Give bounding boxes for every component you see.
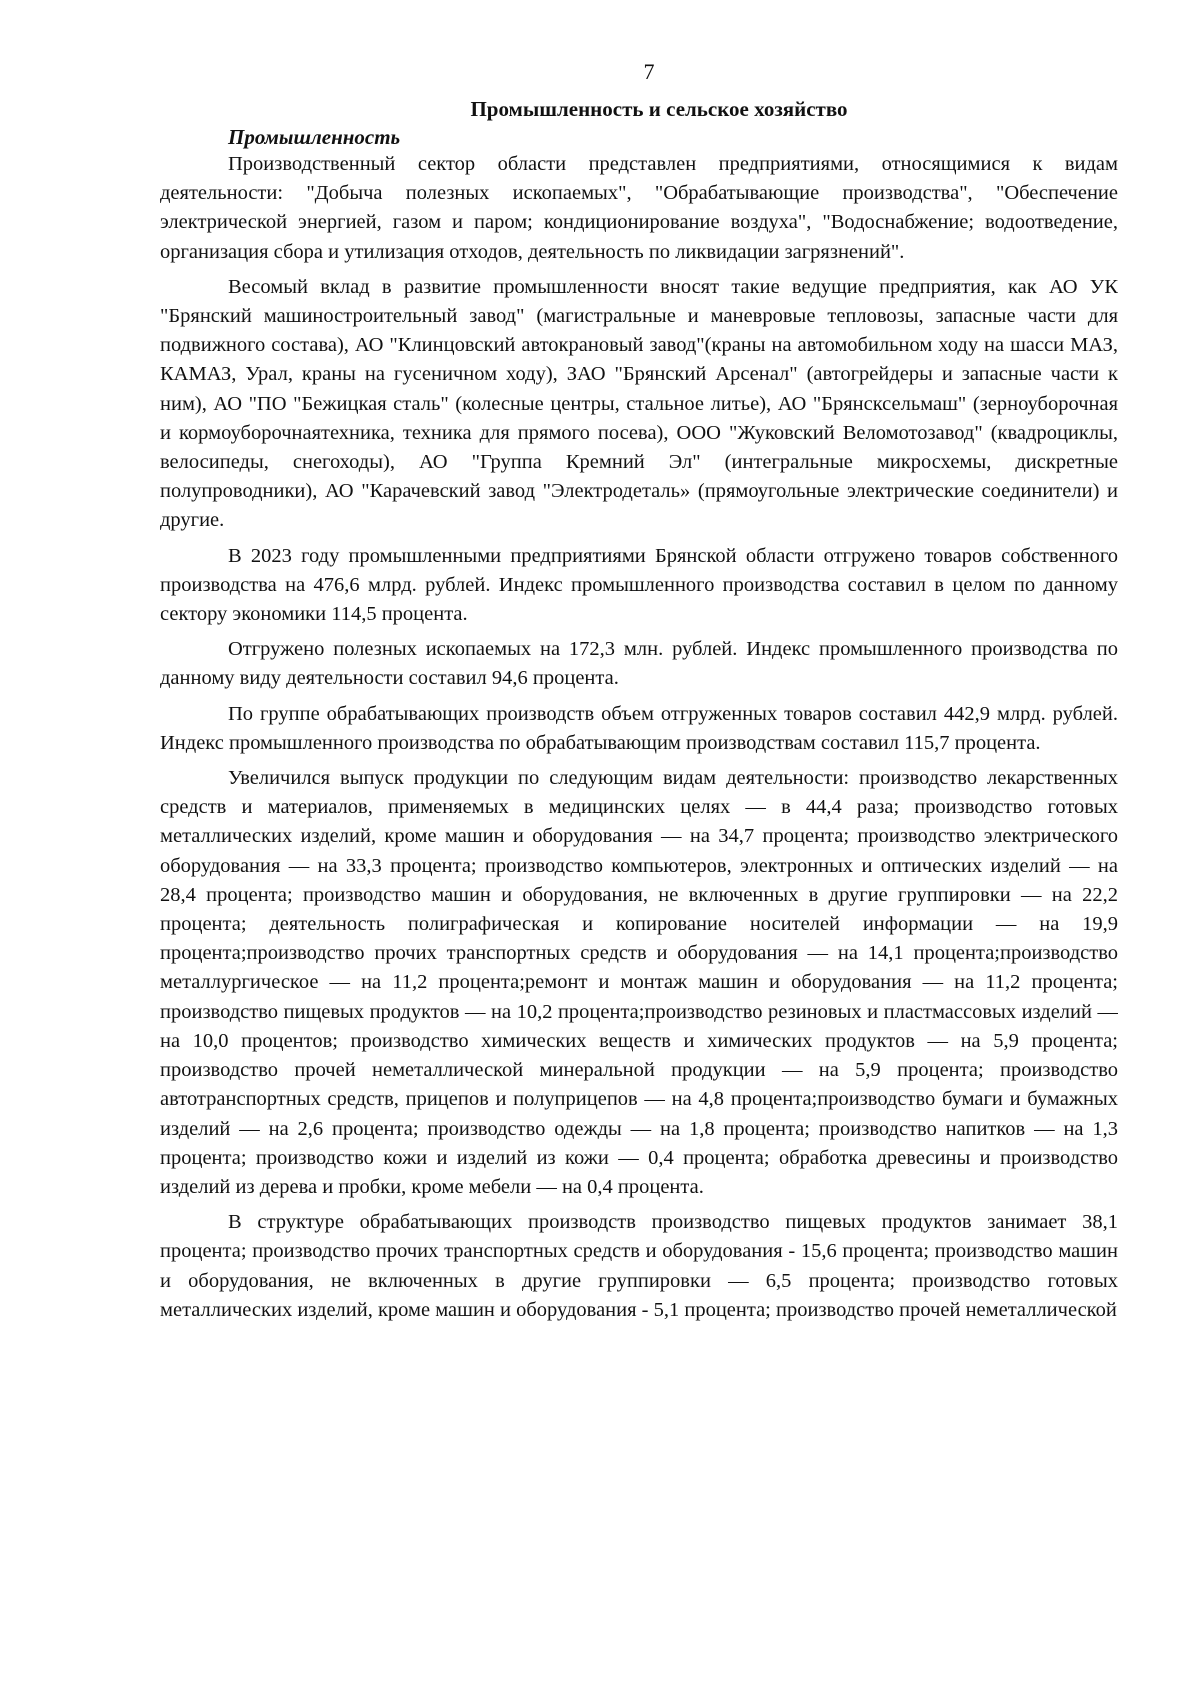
- paragraph-output-growth: Увеличился выпуск продукции по следующим видам деятельности: производство лекарственных средств и материалов, применяемых в медицинских целях — в 44,4 раза; производство готовых металлических изделий, кроме машин и оборудования — на 34,7 процента; производство электрического оборудования — на 33,3 процента; производство компьютеров, электронных и оптических изделий — на 28,4 процента; производство машин и оборудования, не включенных в другие группировки — на 22,2 процента; деятельность полиграфическая и копирование носителей информации — на 19,9 процента;производство прочих транспортных средств и оборудования — на 14,1 процента;производство металлургическое — на 11,2 процента;ремонт и монтаж машин и оборудования — на 11,2 процента; производство пищевых продуктов — на 10,2 процента;производство резиновых и пластмассовых изделий — на 10,0 процентов; производство химических веществ и химических продуктов — на 5,9 процента; производство прочей неметаллической минеральной продукции — на 5,9 процента; производство автотранспортных средств, прицепов и полуприцепов — на 4,8 процента;производство бумаги и бумажных изделий — на 2,6 процента; производство одежды — на 1,8 процента; производство напитков — на 1,3 процента; производство кожи и изделий из кожи — 0,4 процента; обработка древесины и производство изделий из дерева и пробки, кроме мебели — на 0,4 процента.: [160, 767, 1118, 1198]
- paragraph-leading-enterprises: Весомый вклад в развитие промышленности вносят такие ведущие предприятия, как АО УК "Брянский машиностроительный завод" (магистральные и маневровые тепловозы, запасные части для подвижного состава), АО "Клинцовский автокрановый завод"(краны на автомобильном ходу на шасси МАЗ, КАМАЗ, Урал, краны на гусеничном ходу), ЗАО "Брянский Арсенал" (автогрейдеры и запасные части к ним), АО "ПО "Бежицкая сталь" (колесные центры, стальное литье), АО "Брянсксельмаш" (зерноуборочная и кормоуборочнаятехника, техника для прямого посева), ООО "Жуковский Веломотозавод" (квадроциклы, велосипеды, снегоходы), АО "Группа Кремний Эл" (интегральные микросхемы, дискретные полупроводники), АО "Карачевский завод "Электродеталь» (прямоугольные электрические соединители) и другие.: [160, 275, 1118, 532]
- paragraph-manufacturing-structure: В структуре обрабатывающих производств производство пищевых продуктов занимает 38,1 процента; производство прочих транспортных средств и оборудования - 15,6 процента; производство машин и оборудования, не включенных в другие группировки — 6,5 процента; производство готовых металлических изделий, кроме машин и оборудования - 5,1 процента; производство прочей неметаллической: [160, 1211, 1118, 1321]
- paragraph-manufacturing: По группе обрабатывающих производств объем отгруженных товаров составил 442,9 млрд. рублей. Индекс промышленного производства по обрабатывающим производствам составил 115,7 процента.: [160, 702, 1118, 754]
- section-title: Промышленность и сельское хозяйство: [470, 97, 848, 121]
- paragraph-sector-description: Производственный сектор области представлен предприятиями, относящимися к видам деятельности: "Добыча полезных ископаемых", "Обрабатывающие производства", "Обеспечение электрической энергией, газом и паром; кондиционирование воздуха", "Водоснабжение; водоотведение, организация сбора и утилизация отходов, деятельность по ликвидации загрязнений".: [160, 153, 1118, 263]
- paragraph-mining: Отгружено полезных ископаемых на 172,3 млн. рублей. Индекс промышленного производства по данному виду деятельности составил 94,6 процента.: [160, 638, 1118, 690]
- paragraph-shipped-goods-2023: В 2023 году промышленными предприятиями Брянской области отгружено товаров собственного производства на 476,6 млрд. рублей. Индекс промышленного производства составил в целом по данному сектору экономики 114,5 процента.: [160, 544, 1118, 626]
- subsection-title: Промышленность: [228, 125, 401, 149]
- document-page: [160, 58, 1118, 1658]
- page-number: 7: [643, 59, 655, 84]
